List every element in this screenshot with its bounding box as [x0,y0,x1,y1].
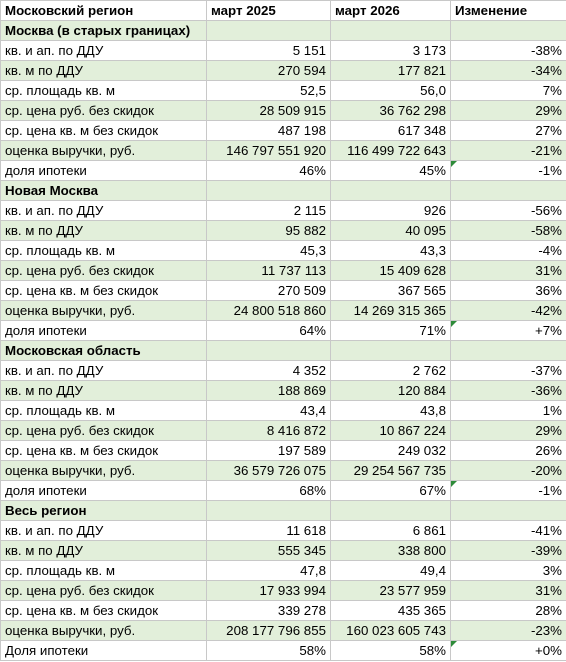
value-2025-cell[interactable]: 2 115 [207,201,331,221]
table-row [1,161,566,181]
change-cell[interactable]: -4% [451,241,566,261]
value-2026-cell[interactable]: 56,0 [331,81,451,101]
value-2025-cell[interactable]: 52,5 [207,81,331,101]
table-row [1,421,566,441]
section-empty-cell[interactable] [331,181,451,201]
value-2026-cell[interactable]: 23 577 959 [331,581,451,601]
change-cell[interactable]: 1% [451,401,566,421]
section-empty-cell[interactable] [331,21,451,41]
metric-label-cell[interactable]: кв. м по ДДУ [1,381,207,401]
change-cell[interactable]: -20% [451,461,566,481]
change-cell[interactable]: -39% [451,541,566,561]
metric-label-cell[interactable]: оценка выручки, руб. [1,301,207,321]
value-2026-cell[interactable]: 120 884 [331,381,451,401]
metric-label-cell[interactable]: ср. цена руб. без скидок [1,101,207,121]
change-cell[interactable]: 26% [451,441,566,461]
value-2026-cell[interactable]: 160 023 605 743 [331,621,451,641]
change-cell[interactable]: 36% [451,281,566,301]
value-2025-cell[interactable]: 8 416 872 [207,421,331,441]
change-cell[interactable]: 27% [451,121,566,141]
section-empty-cell[interactable] [451,181,566,201]
value-2025-cell[interactable]: 4 352 [207,361,331,381]
table-row [1,601,566,621]
value-2026-cell[interactable]: 2 762 [331,361,451,381]
value-2025-cell[interactable]: 46% [207,161,331,181]
header-march-2026[interactable]: март 2026 [331,1,451,21]
value-2026-cell[interactable]: 249 032 [331,441,451,461]
value-2026-cell[interactable]: 43,8 [331,401,451,421]
section-empty-cell[interactable] [331,501,451,521]
value-2025-cell[interactable]: 17 933 994 [207,581,331,601]
value-2026-cell[interactable]: 10 867 224 [331,421,451,441]
value-2026-cell[interactable]: 367 565 [331,281,451,301]
table-row [1,221,566,241]
section-header-row [1,341,566,361]
value-2025-cell[interactable]: 24 800 518 860 [207,301,331,321]
table-row [1,301,566,321]
value-2026-cell[interactable]: 15 409 628 [331,261,451,281]
value-2025-cell[interactable]: 555 345 [207,541,331,561]
section-header-row [1,181,566,201]
table-row [1,441,566,461]
value-2025-cell[interactable]: 47,8 [207,561,331,581]
section-empty-cell[interactable] [451,501,566,521]
value-2025-cell[interactable]: 64% [207,321,331,341]
section-title[interactable]: Москва (в старых границах) [1,21,207,41]
change-cell[interactable]: 31% [451,581,566,601]
value-2026-cell[interactable]: 3 173 [331,41,451,61]
metric-label-cell[interactable]: оценка выручки, руб. [1,141,207,161]
table-row [1,241,566,261]
table-row [1,401,566,421]
header-region[interactable]: Московский регион [1,1,207,21]
value-2026-cell[interactable]: 67% [331,481,451,501]
section-empty-cell[interactable] [207,341,331,361]
value-2025-cell[interactable]: 270 509 [207,281,331,301]
change-cell[interactable]: 31% [451,261,566,281]
change-cell[interactable]: -37% [451,361,566,381]
change-cell[interactable]: -56% [451,201,566,221]
table-row [1,361,566,381]
value-2026-cell[interactable]: 116 499 722 643 [331,141,451,161]
value-2025-cell[interactable]: 68% [207,481,331,501]
metric-label-cell[interactable]: ср. цена кв. м без скидок [1,601,207,621]
value-2026-cell[interactable]: 177 821 [331,61,451,81]
value-2026-cell[interactable]: 29 254 567 735 [331,461,451,481]
table-row [1,41,566,61]
value-2026-cell[interactable]: 6 861 [331,521,451,541]
value-2026-cell[interactable]: 36 762 298 [331,101,451,121]
value-2025-cell[interactable]: 58% [207,641,331,661]
change-cell[interactable]: -23% [451,621,566,641]
metric-label-cell[interactable]: доля ипотеки [1,481,207,501]
table-row [1,461,566,481]
metric-label-cell[interactable]: доля ипотеки [1,321,207,341]
change-cell[interactable]: -1% [451,161,566,181]
header-row [1,1,566,21]
change-cell[interactable]: -58% [451,221,566,241]
metric-label-cell[interactable]: Доля ипотеки [1,641,207,661]
table-row [1,201,566,221]
metric-label-cell[interactable]: кв. м по ДДУ [1,221,207,241]
table-row [1,101,566,121]
value-2026-cell[interactable]: 43,3 [331,241,451,261]
metric-label-cell[interactable]: оценка выручки, руб. [1,461,207,481]
value-2025-cell[interactable]: 43,4 [207,401,331,421]
change-cell[interactable]: 7% [451,81,566,101]
metric-label-cell[interactable]: ср. цена кв. м без скидок [1,121,207,141]
change-cell[interactable]: 28% [451,601,566,621]
header-march-2025[interactable]: март 2025 [207,1,331,21]
value-2025-cell[interactable]: 188 869 [207,381,331,401]
metric-label-cell[interactable]: ср. площадь кв. м [1,241,207,261]
table-row [1,141,566,161]
value-2025-cell[interactable]: 45,3 [207,241,331,261]
table-row [1,81,566,101]
change-cell[interactable]: -21% [451,141,566,161]
change-cell[interactable]: -1% [451,481,566,501]
metric-label-cell[interactable]: кв. и ап. по ДДУ [1,201,207,221]
table-row [1,541,566,561]
value-2026-cell[interactable]: 14 269 315 365 [331,301,451,321]
table-row [1,281,566,301]
section-empty-cell[interactable] [207,181,331,201]
value-2025-cell[interactable]: 95 882 [207,221,331,241]
table-row [1,641,566,661]
metric-label-cell[interactable]: ср. площадь кв. м [1,401,207,421]
section-empty-cell[interactable] [451,341,566,361]
change-cell[interactable]: -36% [451,381,566,401]
value-2025-cell[interactable]: 36 579 726 075 [207,461,331,481]
change-cell[interactable]: -38% [451,41,566,61]
change-cell[interactable]: +0% [451,641,566,661]
value-2026-cell[interactable]: 926 [331,201,451,221]
value-2025-cell[interactable]: 28 509 915 [207,101,331,121]
value-2025-cell[interactable]: 197 589 [207,441,331,461]
value-2025-cell[interactable]: 11 618 [207,521,331,541]
metric-label-cell[interactable]: ср. цена кв. м без скидок [1,441,207,461]
value-2026-cell[interactable]: 45% [331,161,451,181]
value-2026-cell[interactable]: 338 800 [331,541,451,561]
value-2025-cell[interactable]: 339 278 [207,601,331,621]
table-body [1,21,566,661]
value-2025-cell[interactable]: 208 177 796 855 [207,621,331,641]
table-row [1,581,566,601]
section-empty-cell[interactable] [207,21,331,41]
value-2025-cell[interactable]: 5 151 [207,41,331,61]
table-row [1,321,566,341]
section-empty-cell[interactable] [207,501,331,521]
metric-label-cell[interactable]: доля ипотеки [1,161,207,181]
table-row [1,521,566,541]
value-2026-cell[interactable]: 40 095 [331,221,451,241]
change-cell[interactable]: +7% [451,321,566,341]
metric-label-cell[interactable]: ср. цена руб. без скидок [1,581,207,601]
metric-label-cell[interactable]: ср. площадь кв. м [1,81,207,101]
metric-label-cell[interactable]: ср. цена руб. без скидок [1,261,207,281]
section-title[interactable]: Весь регион [1,501,207,521]
metric-label-cell[interactable]: ср. цена руб. без скидок [1,421,207,441]
value-2026-cell[interactable]: 617 348 [331,121,451,141]
value-2026-cell[interactable]: 58% [331,641,451,661]
section-empty-cell[interactable] [451,21,566,41]
metric-label-cell[interactable]: кв. м по ДДУ [1,61,207,81]
section-header-row [1,501,566,521]
change-cell[interactable]: -42% [451,301,566,321]
section-title[interactable]: Московская область [1,341,207,361]
section-title[interactable]: Новая Москва [1,181,207,201]
header-change[interactable]: Изменение [451,1,566,21]
metric-label-cell[interactable]: кв. и ап. по ДДУ [1,361,207,381]
value-2026-cell[interactable]: 49,4 [331,561,451,581]
table-row [1,621,566,641]
table-row [1,561,566,581]
metric-label-cell[interactable]: ср. площадь кв. м [1,561,207,581]
change-cell[interactable]: -41% [451,521,566,541]
section-empty-cell[interactable] [331,341,451,361]
value-2025-cell[interactable]: 270 594 [207,61,331,81]
table-row [1,61,566,81]
table-row [1,481,566,501]
value-2026-cell[interactable]: 71% [331,321,451,341]
metric-label-cell[interactable]: оценка выручки, руб. [1,621,207,641]
metric-label-cell[interactable]: ср. цена кв. м без скидок [1,281,207,301]
change-cell[interactable]: 29% [451,101,566,121]
table-row [1,381,566,401]
table-row [1,121,566,141]
change-cell[interactable]: -34% [451,61,566,81]
change-cell[interactable]: 29% [451,421,566,441]
table-row [1,261,566,281]
change-cell[interactable]: 3% [451,561,566,581]
value-2025-cell[interactable]: 487 198 [207,121,331,141]
metric-label-cell[interactable]: кв. и ап. по ДДУ [1,41,207,61]
value-2025-cell[interactable]: 11 737 113 [207,261,331,281]
value-2026-cell[interactable]: 435 365 [331,601,451,621]
table-header [1,1,566,21]
value-2025-cell[interactable]: 146 797 551 920 [207,141,331,161]
metric-label-cell[interactable]: кв. и ап. по ДДУ [1,521,207,541]
section-header-row [1,21,566,41]
metric-label-cell[interactable]: кв. м по ДДУ [1,541,207,561]
